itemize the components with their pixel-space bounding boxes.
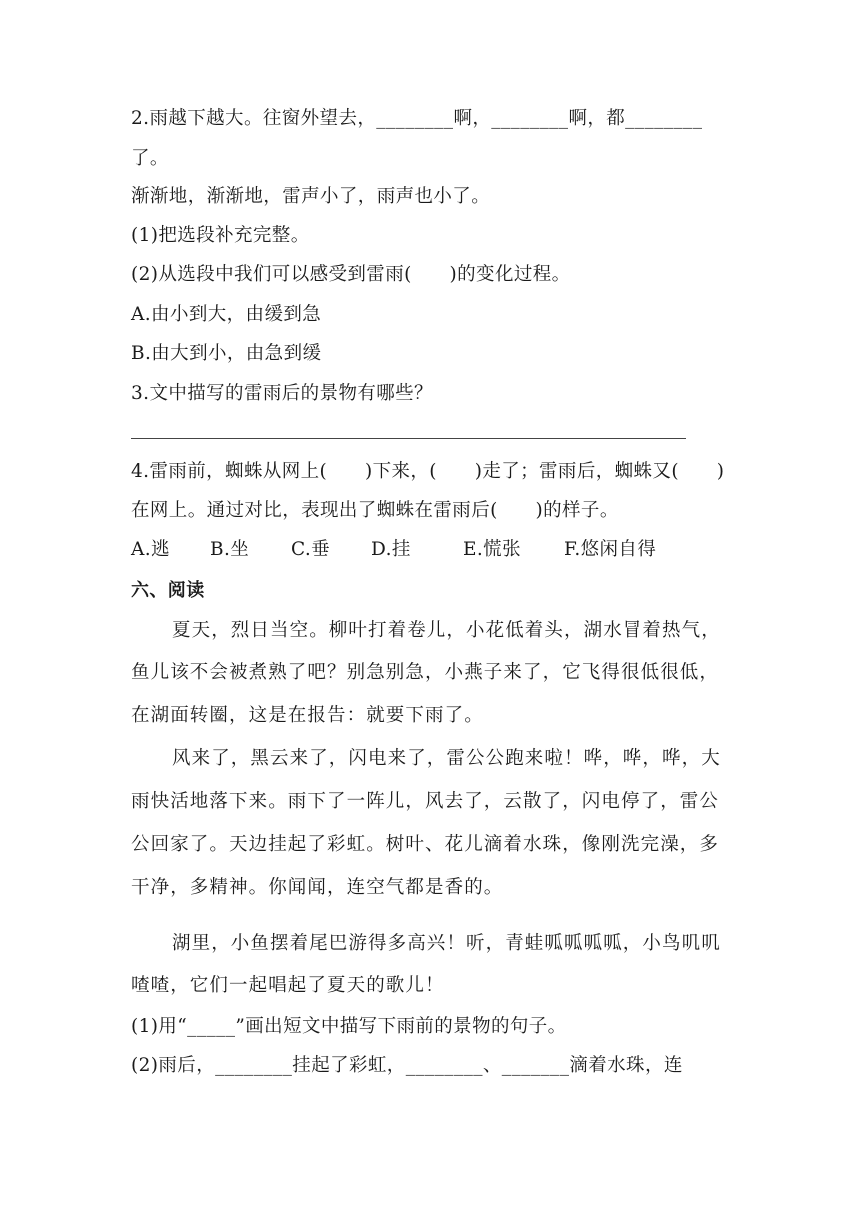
q4-line2: 在网上。通过对比，表现出了蜘蛛在雷雨后( )的样子。 — [131, 500, 619, 521]
q4-options — [131, 537, 656, 563]
passage-p3-line2: 喳喳，它们一起唱起了夏天的歌儿！ — [131, 975, 445, 996]
answer-line[interactable] — [131, 438, 686, 439]
passage-p1-line1: 夏天，烈日当空。柳叶打着卷儿，小花低着头，湖水冒着热气， — [172, 620, 721, 641]
passage-p3-line1: 湖里，小鱼摆着尾巴游得多高兴！听，青蛙呱呱呱呱，小鸟叽叽 — [172, 933, 721, 954]
q2-line1: 2.雨越下越大。往窗外望去，________啊，________啊，都________ — [131, 108, 703, 129]
q4-option: E.慌张 — [463, 539, 521, 560]
passage-p1-line3: 在湖面转圈，这是在报告：就要下雨了。 — [131, 705, 484, 726]
passage-p2-line1: 风来了，黑云来了，闪电来了，雷公公跑来啦！哗，哗，哗，大 — [172, 748, 721, 769]
q4-option: A.逃 — [131, 539, 170, 560]
q4-option: D.挂 — [371, 539, 411, 560]
q4-option: F.悠闲自得 — [564, 539, 657, 560]
q2-sub2: (2)从选段中我们可以感受到雷雨( )的变化过程。 — [131, 264, 571, 285]
passage-p2-line4: 干净，多精神。你闻闻，连空气都是香的。 — [131, 877, 504, 898]
q2-option-b: B.由大到小，由急到缓 — [131, 343, 322, 364]
section-heading: 六、阅读 — [131, 580, 205, 601]
q4-option: C.垂 — [291, 539, 331, 560]
q4-option: B.坐 — [210, 539, 250, 560]
passage-p1-line2: 鱼儿该不会被煮熟了吧？别急别急，小燕子来了，它飞得很低很低， — [131, 662, 720, 683]
q2-line3: 渐渐地，渐渐地，雷声小了，雨声也小了。 — [131, 186, 491, 207]
passage-p2-line3: 公回家了。天边挂起了彩虹。树叶、花儿滴着水珠，像刚洗完澡，多 — [131, 834, 720, 855]
q3-text: 3.文中描写的雷雨后的景物有哪些？ — [131, 383, 433, 404]
reading-q1: (1)用“_____”画出短文中描写下雨前的景物的句子。 — [131, 1016, 567, 1037]
q2-sub1: (1)把选段补充完整。 — [131, 225, 310, 246]
reading-q2: (2)雨后，________挂起了彩虹，________、_______滴着水珠，连 — [131, 1055, 683, 1076]
q2-option-a: A.由小到大，由缓到急 — [131, 304, 322, 325]
passage-p2-line2: 雨快活地落下来。雨下了一阵儿，风去了，云散了，闪电停了，雷公 — [131, 791, 720, 812]
q4-line1: 4.雷雨前，蜘蛛从网上( )下来，( )走了；雷雨后，蜘蛛又( ) — [131, 461, 725, 482]
q2-line2: 了。 — [131, 148, 169, 169]
